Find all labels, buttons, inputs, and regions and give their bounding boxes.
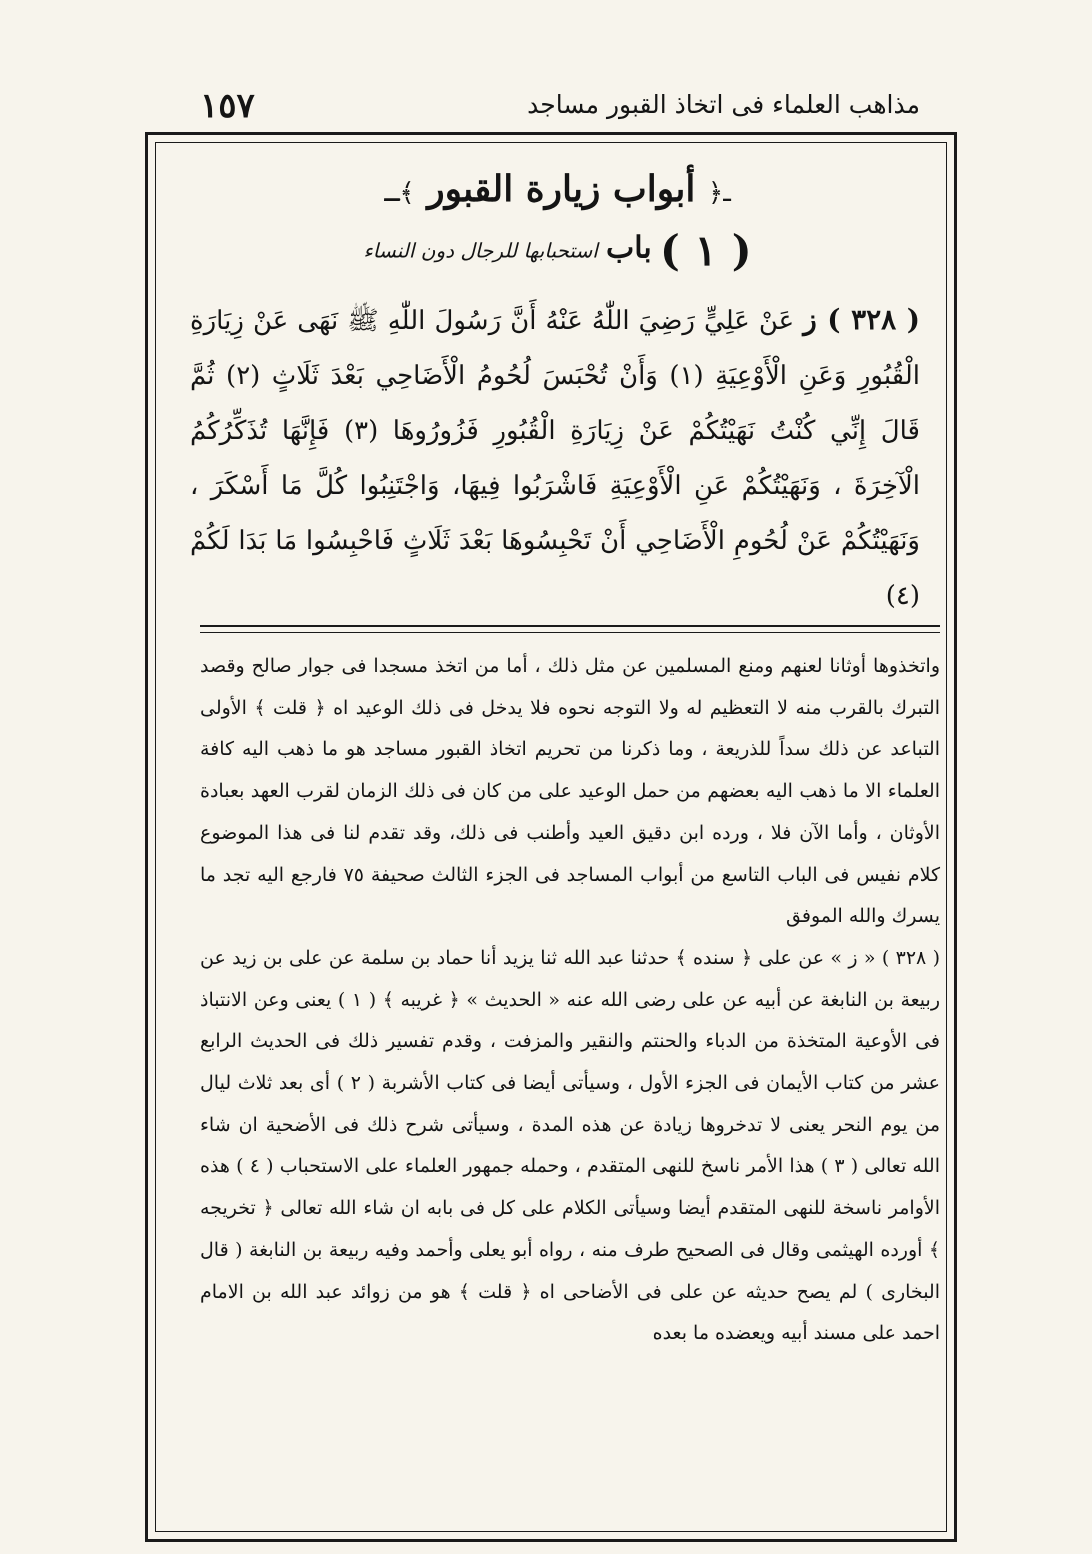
- running-title: مذاهب العلماء فى اتخاذ القبور مساجد: [527, 90, 920, 119]
- title-ornament-left: ﴾ـ: [384, 178, 415, 208]
- running-header: [140, 86, 920, 126]
- commentary-paragraph: ( ٣٢٨ ) « ز » عن على ﴿ سنده ﴾ حدثنا عبد الله ثنا يزيد أنا حماد بن سلمة عن على بن زيد عن ربيعة بن النابغة عن أبيه عن على رضى الله عنه « الحديث » ﴿ غريبه ﴾ ( ١ ) يعنى وعن الانتباذ فى الأوعية المتخذة من الدباء والحنتم والنقير والمزفت ، وقدم تفسير ذلك فى الحديث الرابع عشر من كتاب الأيمان فى الجزء الأول ، وسيأتى أيضا فى كتاب الأشربة ( ٢ ) أى بعد ثلاث ليال من يوم النحر يعنى لا تدخروها زيادة عن هذه المدة ، وسيأتى شرح ذلك فى الأضحية ان شاء الله تعالى ( ٣ ) هذا الأمر ناسخ للنهى المتقدم ، وحمله جمهور العلماء على الاستحباب ( ٤ ) هذه الأوامر ناسخة للنهى المتقدم أيضا وسيأتى الكلام على كل فى بابه ان شاء الله تعالى ﴿ تخريجه ﴾ أورده الهيثمى وقال فى الصحيح طرف منه ، رواه أبو يعلى وأحمد وفيه ربيعة بن النابغة ( قال البخارى ) لم يصح حديثه عن على فى الأضاحى اه ﴿ قلت ﴾ هو من زوائد عبد الله بن الامام احمد على مسند أبيه ويعضده ما بعده: [200, 946, 940, 1345]
- hadith-text-block: [190, 292, 920, 624]
- separator-rule-thin: [200, 632, 940, 633]
- chapter-subtitle: استحبابها للرجال دون النساء: [363, 238, 598, 263]
- page-number: ١٥٧: [200, 86, 255, 126]
- hadith-number: ( ٣٢٨ ) ز: [803, 303, 921, 336]
- book-section-title-text: أبواب زيارة القبور: [427, 168, 696, 210]
- commentary-footnotes: [200, 646, 940, 1355]
- book-section-title: [175, 168, 940, 210]
- chapter-heading: [175, 226, 940, 275]
- title-ornament-right: ـ﴿: [707, 178, 731, 208]
- separator-rule: [200, 625, 940, 627]
- commentary-paragraph: واتخذوها أوثانا لعنهم ومنع المسلمين عن مثل ذلك ، أما من اتخذ مسجدا فى جوار صالح وقصد التبرك بالقرب منه لا التعظيم له ولا التوجه نحوه فلا يدخل فى ذلك الوعيد اه ﴿ قلت ﴾ الأولى التباعد عن ذلك سداً للذريعة ، وما ذكرنا من تحريم اتخاذ القبور مساجد هو ما ذهب اليه كافة العلماء الا ما ذهب اليه بعضهم من حمل الوعيد على من كان فى ذلك الزمان لقرب العهد بعبادة الأوثان ، وأما الآن فلا ، ورده ابن دقيق العيد وأطنب فى ذلك، وقد تقدم لنا فى هذا الموضوع كلام نفيس فى الباب التاسع من أبواب المساجد فى الجزء الثالث صحيفة ٧٥ فارجع اليه تجد ما يسرك والله الموفق: [200, 655, 940, 928]
- chapter-word: باب: [606, 230, 652, 266]
- chapter-number: ( ١ ): [660, 226, 752, 275]
- hadith-body: عَنْ عَلِيٍّ رَضِيَ اللّٰهُ عَنْهُ أَنَّ رَسُولَ اللّٰهِ ﷺ نَهَى عَنْ زِيَارَةِ الْقُبُورِ وَعَنِ الْأَوْعِيَةِ (١) وَأَنْ تُحْبَسَ لُحُومُ الْأَضَاحِي بَعْدَ ثَلَاثٍ (٢) ثُمَّ قَالَ إِنِّي كُنْتُ نَهَيْتُكُمْ عَنْ زِيَارَةِ الْقُبُورِ فَزُورُوهَا (٣) فَإِنَّهَا تُذَكِّرُكُمُ الْآخِرَةَ ، وَنَهَيْتُكُمْ عَنِ الْأَوْعِيَةِ فَاشْرَبُوا فِيهَا، وَاجْتَنِبُوا كُلَّ مَا أَسْكَرَ ، وَنَهَيْتُكُمْ عَنْ لُحُومِ الْأَضَاحِي أَنْ تَحْبِسُوهَا بَعْدَ ثَلَاثٍ فَاحْبِسُوا مَا بَدَا لَكُمْ (٤): [190, 306, 920, 611]
